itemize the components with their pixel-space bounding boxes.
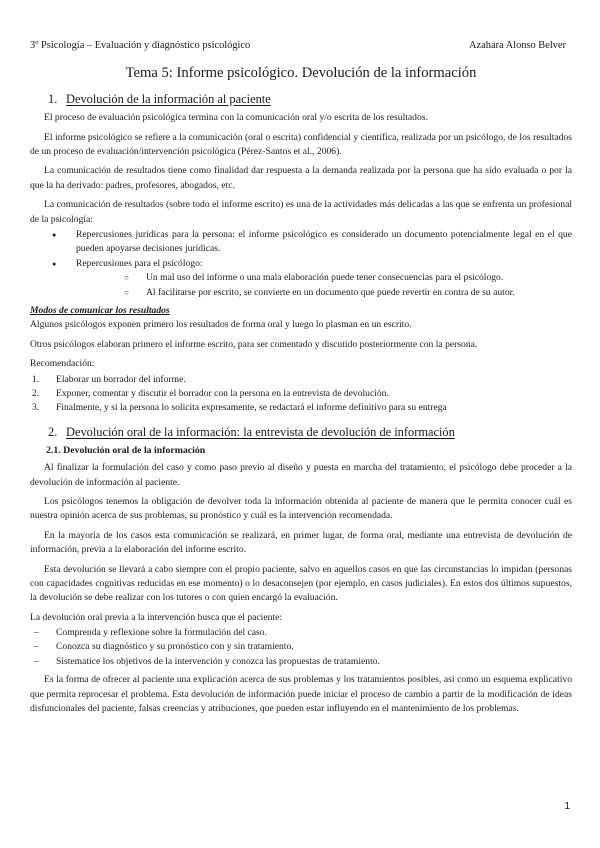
paragraph: El informe psicológico se refiere a la comunicación (oral o escrita) confidencial y científica, realizada por un psicólogo, de los resultados de un proceso de evaluación/intervención psicológica (Pérez-Santos et al., 2006). [30, 131, 572, 158]
sub-list [76, 271, 572, 300]
page-number: 1 [564, 801, 570, 812]
section-2-number: 2. [48, 424, 58, 439]
list-item [30, 640, 572, 654]
dash-list [30, 626, 572, 669]
paragraph: En la mayoría de los casos esta comunicación se realizará, en primer lugar, de forma oral, mediante una entrevista de devolución de información, previa a la elaboración del informe escrito. [30, 529, 572, 556]
sub-list-item: ○ Al facilitarse por escrito, se convierte en un documento que puede revertir en contra de su autor. [76, 286, 572, 300]
numbered-list [30, 373, 572, 416]
document-title: Tema 5: Informe psicológico. Devolución de la información [125, 64, 477, 81]
list-item [30, 373, 572, 387]
header-author: Azahara Alonso Belver [469, 40, 566, 51]
list-text: Comprenda y reflexione sobre la formulación del caso. [56, 627, 267, 639]
paragraph: Esta devolución se llevará a cabo siempre con el propio paciente, salvo en aquellos casos en que las circunstancias lo impidan (personas con capacidades cognitivas reducidas en ese momento) o lo desaconsejen (por ejemplo, en casos judiciales). En estos dos últimos supuestos, la devolución se debe realizar con los tutores o con quien encargó la evaluación. [30, 563, 572, 604]
list-text: Sistematice los objetivos de la intervención y conozca las propuestas de tratamiento. [56, 655, 380, 667]
paragraph: Algunos psicólogos exponen primero los resultados de forma oral y luego lo plasman en un escrito. [30, 319, 412, 331]
section-2-title: Devolución oral de la información: la entrevista de devolución de información [66, 424, 455, 439]
header-course: 3º Psicología – Evaluación y diagnóstico psicológico [30, 40, 251, 51]
list-item-label: Repercusiones para el psicólogo: [76, 257, 203, 269]
section-1-heading [30, 91, 572, 108]
list-item [30, 401, 572, 415]
list-text: Conozca su diagnóstico y su pronóstico con y sin tratamiento. [56, 641, 294, 653]
list-item [30, 655, 572, 669]
paragraph: Los psicólogos tenemos la obligación de devolver toda la información obtenida al paciente de manera que le permita conocer cuál es nuestra opinión acerca de sus problemas, su pronóstico y cuál es la intervención recomendada. [30, 495, 572, 522]
subsection-title: 2.1. Devolución oral de la información [46, 445, 206, 457]
list-number: 3. [32, 402, 40, 414]
paragraph: Es la forma de ofrecer al paciente una explicación acerca de sus problemas y los tratamientos posibles, así como un esquema explicativo que permita reprocesar el problema. Esta devolución de información puede iniciar el proceso de cambio a partir de la modificación de ideas disfuncionales del paciente, falsas creencias y atribuciones, que pueden estar influyendo en el mantenimiento de los problemas. [30, 674, 572, 715]
section-2-heading [30, 424, 572, 441]
list-text: Exponer, comentar y discutir el borrador con la persona en la entrevista de devolución. [56, 387, 389, 399]
list-dash: – [34, 655, 39, 667]
list-text: Finalmente, y si la persona lo solicita expresamente, se redactará el informe definitivo para su entrega [56, 402, 447, 414]
list-number: 2. [32, 387, 40, 399]
section-1-title: Devolución de la información al paciente [66, 91, 271, 106]
section-1-number: 1. [48, 91, 58, 106]
list-item [30, 257, 572, 300]
list-text: Elaborar un borrador del informe. [56, 373, 186, 385]
paragraph: Recomendación: [30, 358, 95, 370]
list-dash: – [34, 627, 39, 639]
bullet-list [30, 228, 572, 300]
paragraph: La devolución oral previa a la intervención busca que el paciente: [30, 611, 282, 623]
list-item: ● Repercusiones jurídicas para la persona: el informe psicológico es considerado un documento potencialmente legal en el que pueden apoyarse decisiones jurídicas. [30, 228, 572, 257]
list-item [30, 626, 572, 640]
paragraph: Otros psicólogos elaboran primero el informe escrito, para ser comentado y discutido posteriormente con la persona. [30, 338, 478, 350]
paragraph: La comunicación de resultados (sobre todo el informe escrito) es una de la actividades más delicadas a las que se enfrenta un profesional de la psicología: [30, 199, 572, 225]
page-header [30, 38, 572, 54]
paragraph: El proceso de evaluación psicológica termina con la comunicación oral y/o escrita de los resultados. [44, 112, 428, 124]
subheading: Modos de comunicar los resultados [30, 305, 170, 316]
list-dash: – [34, 641, 39, 653]
paragraph: La comunicación de resultados tiene como finalidad dar respuesta a la demanda realizada por la persona que ha sido evaluada o por la que la ha derivado: padres, profesores, abogados, etc. [30, 165, 572, 191]
list-number: 1. [32, 373, 40, 385]
sub-list-item: ○ Un mal uso del informe o una mala elaboración puede tener consecuencias para el psicólogo. [76, 271, 572, 285]
list-item [30, 387, 572, 401]
paragraph: Al finalizar la formulación del caso y como paso previo al diseño y puesta en marcha del tratamiento, el psicólogo debe proceder a la devolución de información al paciente. [30, 462, 572, 488]
